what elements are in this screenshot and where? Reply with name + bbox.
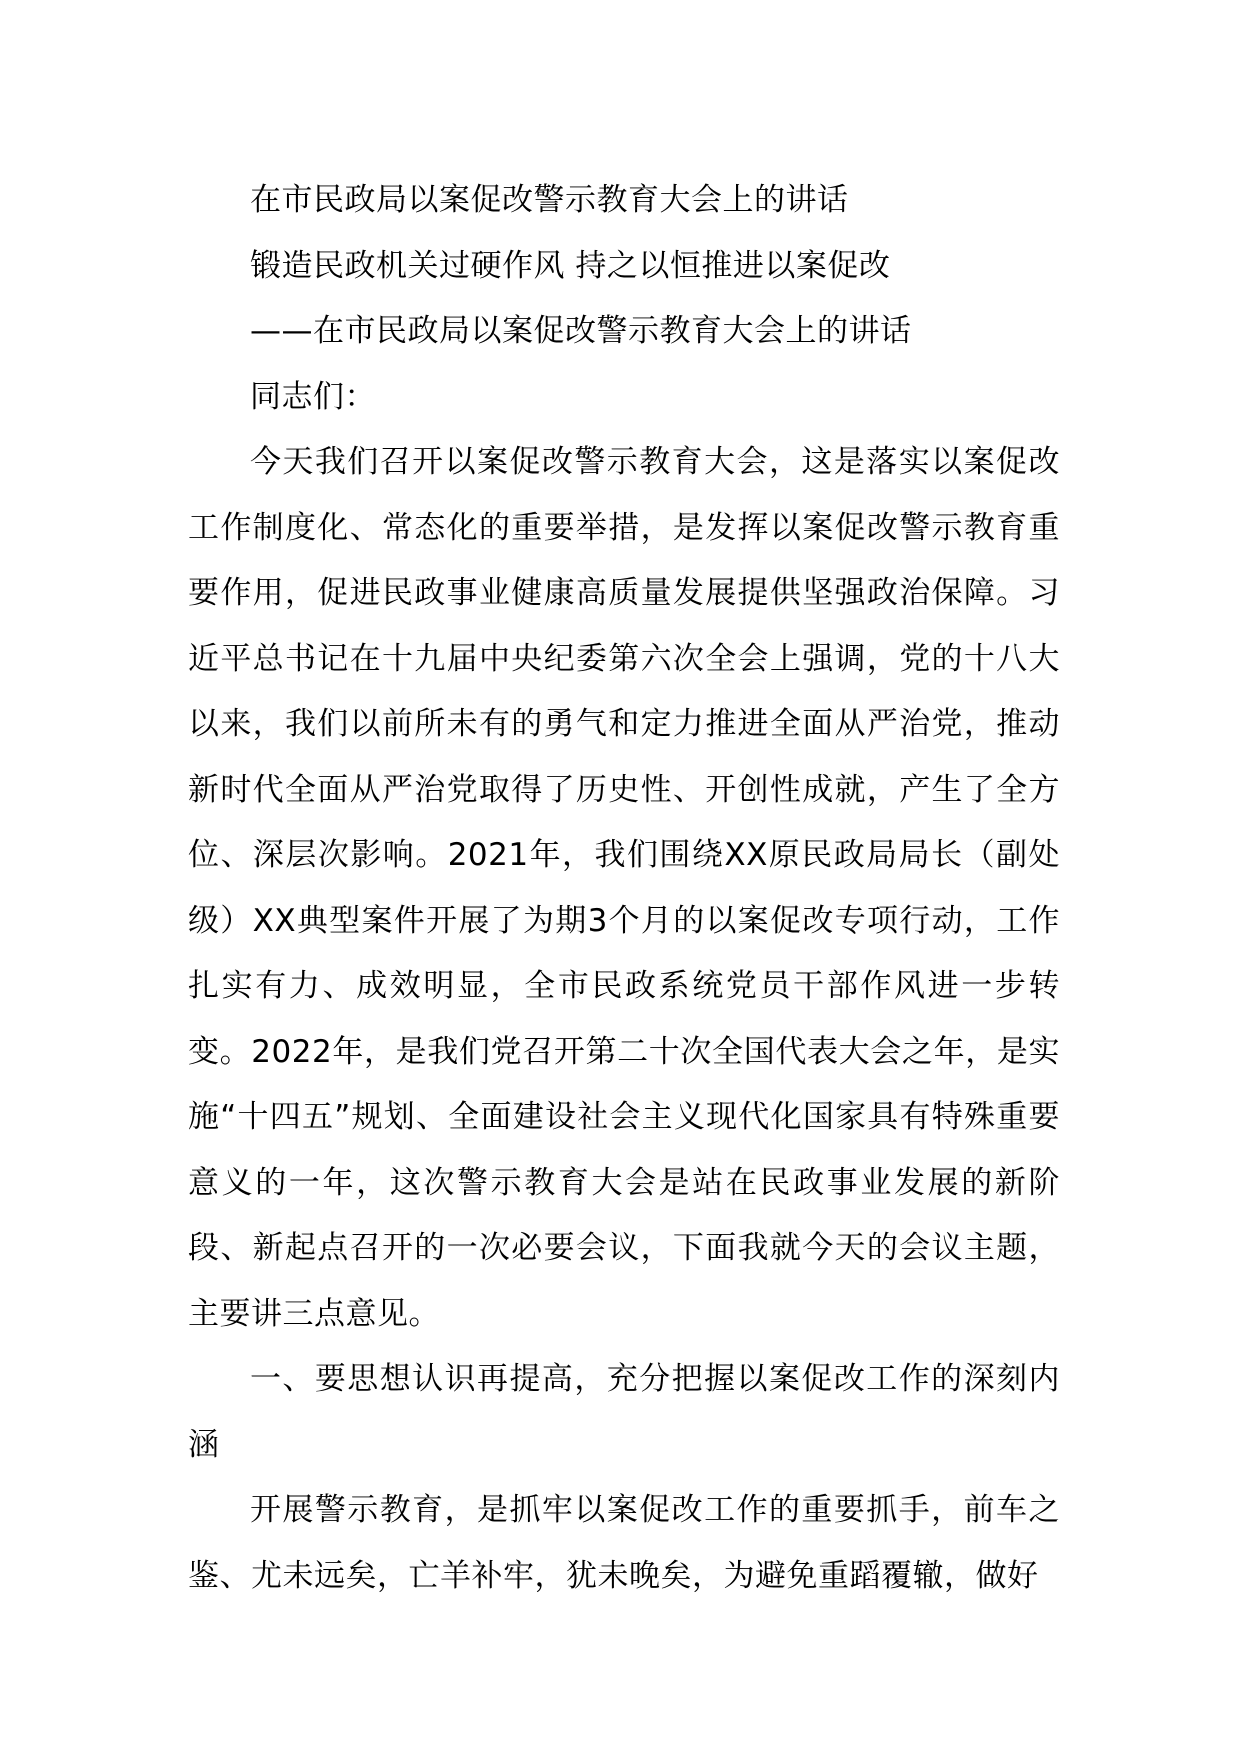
document-subtitle: ——在市民政局以案促改警示教育大会上的讲话 (250, 313, 912, 349)
paragraph-section-1: 开展警示教育，是抓牢以案促改工作的重要抓手，前车之鉴、尤未远矣，亡羊补牢，犹未晚矣，为避免重蹈覆辙，做好 (188, 1492, 1060, 1594)
document-headline: 锻造民政机关过硬作风 持之以恒推进以案促改 (250, 247, 891, 284)
salutation: 同志们： (250, 378, 376, 415)
document-title: 在市民政局以案促改警示教育大会上的讲话 (250, 182, 849, 218)
document-body (188, 168, 1060, 1609)
section-heading-1: 一、要思想认识再提高，充分把握以案促改工作的深刻内涵 (188, 1361, 1060, 1463)
paragraph-intro: 今天我们召开以案促改警示教育大会，这是落实以案促改工作制度化、常态化的重要举措，是发挥以案促改警示教育重要作用，促进民政事业健康高质量发展提供坚强政治保障。习近平总书记在十九届中央纪委第六次全会上强调，党的十八大以来，我们以前所未有的勇气和定力推进全面从严治党，推动新时代全面从严治党取得了历史性、开创性成就，产生了全方位、深层次影响。2021年，我们围绕XX原民政局局长（副处级）XX典型案件开展了为期3个月的以案促改专项行动，工作扎实有力、成效明显，全市民政系统党员干部作风进一步转变。2022年，是我们党召开第二十次全国代表大会之年，是实施“十四五”规划、全面建设社会主义现代化国家具有特殊重要意义的一年，这次警示教育大会是站在民政事业发展的新阶段、新起点召开的一次必要会议，下面我就今天的会议主题，主要讲三点意见。 (188, 444, 1060, 1332)
